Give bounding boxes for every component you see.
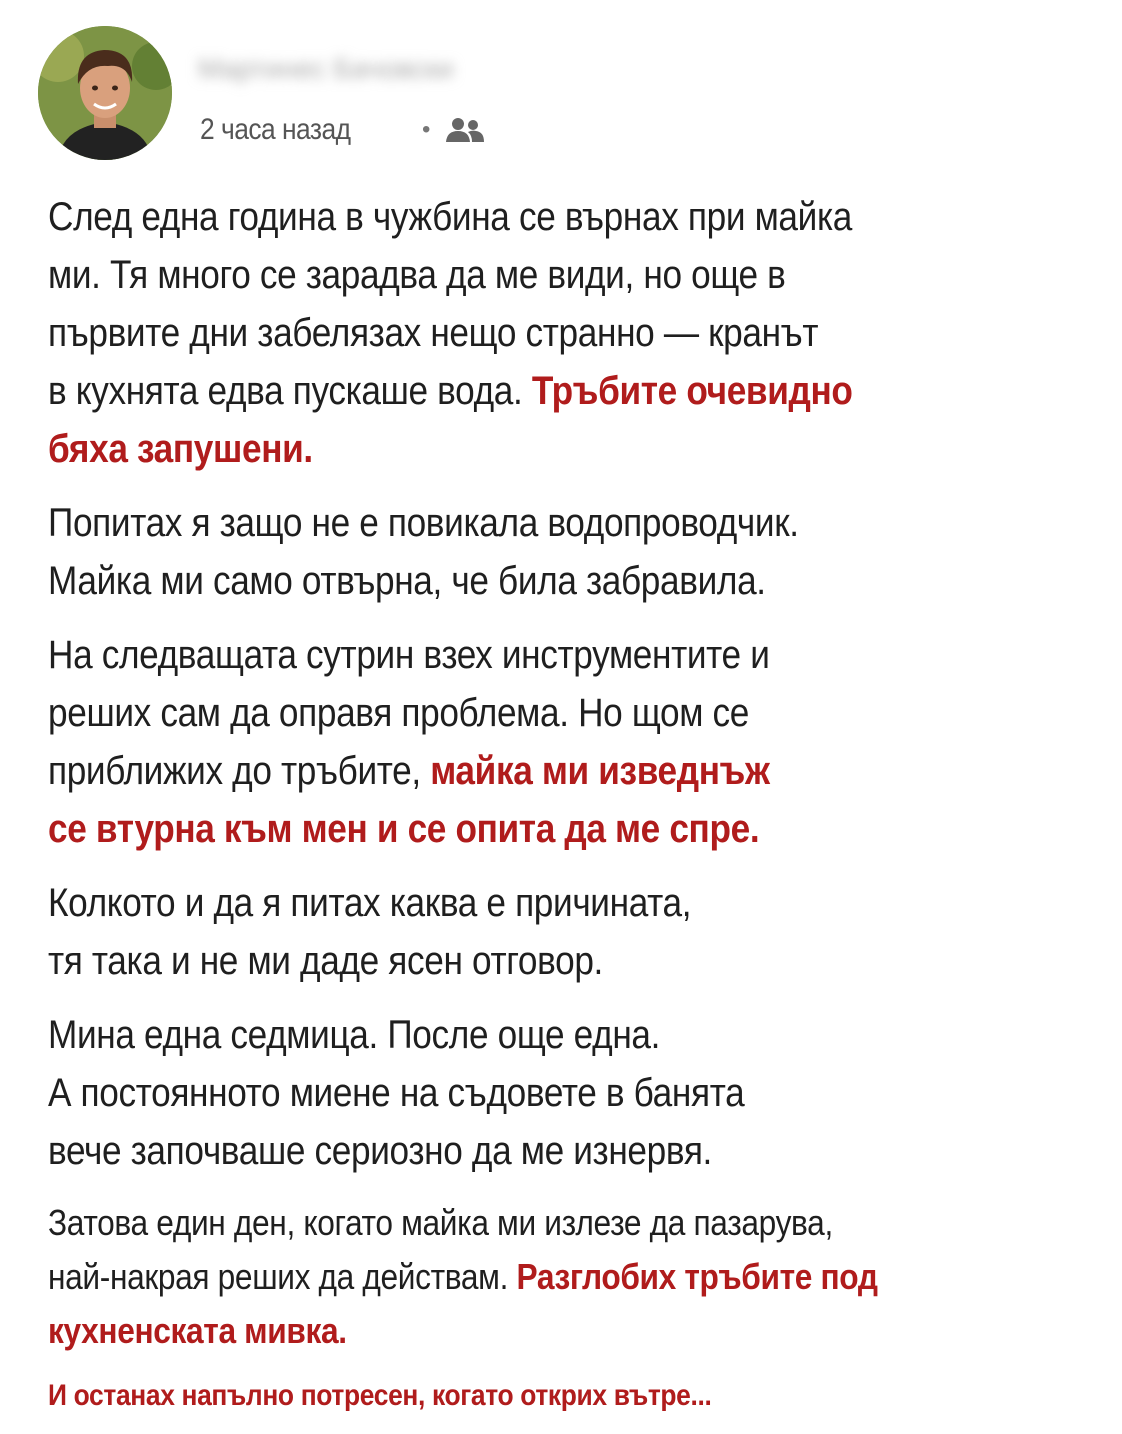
post-text: първите дни забелязах нещо странно — кранът bbox=[48, 311, 819, 355]
highlighted-text: кухненската мивка. bbox=[48, 1310, 347, 1351]
highlighted-text: Разглобих тръбите под bbox=[516, 1256, 878, 1297]
text-line bbox=[48, 800, 1016, 858]
post-header bbox=[38, 26, 1078, 166]
post-text: реших сам да оправя проблема. Но щом се bbox=[48, 691, 750, 735]
post-meta bbox=[200, 113, 486, 147]
post-paragraph bbox=[48, 1374, 1088, 1418]
text-line bbox=[48, 1006, 1016, 1064]
text-line bbox=[48, 304, 1016, 362]
post-text: Мина една седмица. После още една. bbox=[48, 1013, 661, 1057]
post-text: приближих до тръбите, bbox=[48, 749, 431, 793]
highlighted-text: Тръбите очевидно bbox=[531, 369, 853, 413]
post-paragraph bbox=[48, 1196, 1088, 1358]
highlighted-text: бяха запушени. bbox=[48, 427, 313, 471]
post-text: в кухнята едва пускаше вода. bbox=[48, 369, 532, 413]
highlighted-text: И останах напълно потресен, когато открих вътре... bbox=[48, 1379, 712, 1412]
post-paragraph bbox=[48, 874, 1088, 990]
post-text: Затова един ден, когато майка ми излезе да пазарува, bbox=[48, 1202, 833, 1243]
post-paragraph bbox=[48, 494, 1088, 610]
text-line bbox=[48, 494, 1016, 552]
post-paragraph bbox=[48, 1006, 1088, 1180]
text-line bbox=[48, 1374, 1016, 1418]
text-line bbox=[48, 362, 1016, 420]
avatar-photo bbox=[38, 26, 172, 160]
post-body bbox=[48, 188, 1088, 1434]
post-text: вече започваше сериозно да ме изнервя. bbox=[48, 1129, 712, 1173]
text-line bbox=[48, 420, 1016, 478]
post-paragraph bbox=[48, 188, 1088, 478]
text-line bbox=[48, 626, 1016, 684]
text-line bbox=[48, 552, 1016, 610]
text-line bbox=[48, 1122, 1016, 1180]
post-text: На следващата сутрин взех инструментите и bbox=[48, 633, 770, 677]
post-text: Колкото и да я питах каква е причината, bbox=[48, 881, 692, 925]
text-line bbox=[48, 188, 1016, 246]
post-paragraph bbox=[48, 626, 1088, 858]
author-name[interactable]: Мартинес Бачовски bbox=[198, 53, 454, 84]
post-timestamp[interactable]: 2 часа назад bbox=[200, 113, 351, 146]
post-text: А постоянното миене на съдовете в банята bbox=[48, 1071, 745, 1115]
text-line bbox=[48, 932, 1016, 990]
text-line bbox=[48, 742, 1016, 800]
post-text: Попитах я защо не е повикала водопроводчик. bbox=[48, 501, 799, 545]
meta-separator: • bbox=[422, 116, 431, 143]
text-line bbox=[48, 1196, 1016, 1250]
post-text: тя така и не ми даде ясен отговор. bbox=[48, 939, 603, 983]
text-line bbox=[48, 246, 1016, 304]
post-text: най-накрая реших да действам. bbox=[48, 1256, 517, 1297]
post-text: ми. Тя много се зарадва да ме види, но още в bbox=[48, 253, 786, 297]
text-line bbox=[48, 684, 1016, 742]
post-text: Майка ми само отвърна, че била забравила. bbox=[48, 559, 766, 603]
post-text: След една година в чужбина се върнах при майка bbox=[48, 195, 853, 239]
avatar[interactable] bbox=[38, 26, 172, 160]
highlighted-text: се втурна към мен и се опита да ме спре. bbox=[48, 807, 760, 851]
text-line bbox=[48, 1064, 1016, 1122]
text-line bbox=[48, 874, 1016, 932]
highlighted-text: майка ми изведнъж bbox=[430, 749, 770, 793]
text-line bbox=[48, 1250, 1016, 1304]
friends-icon[interactable] bbox=[444, 116, 486, 144]
text-line bbox=[48, 1304, 1016, 1358]
